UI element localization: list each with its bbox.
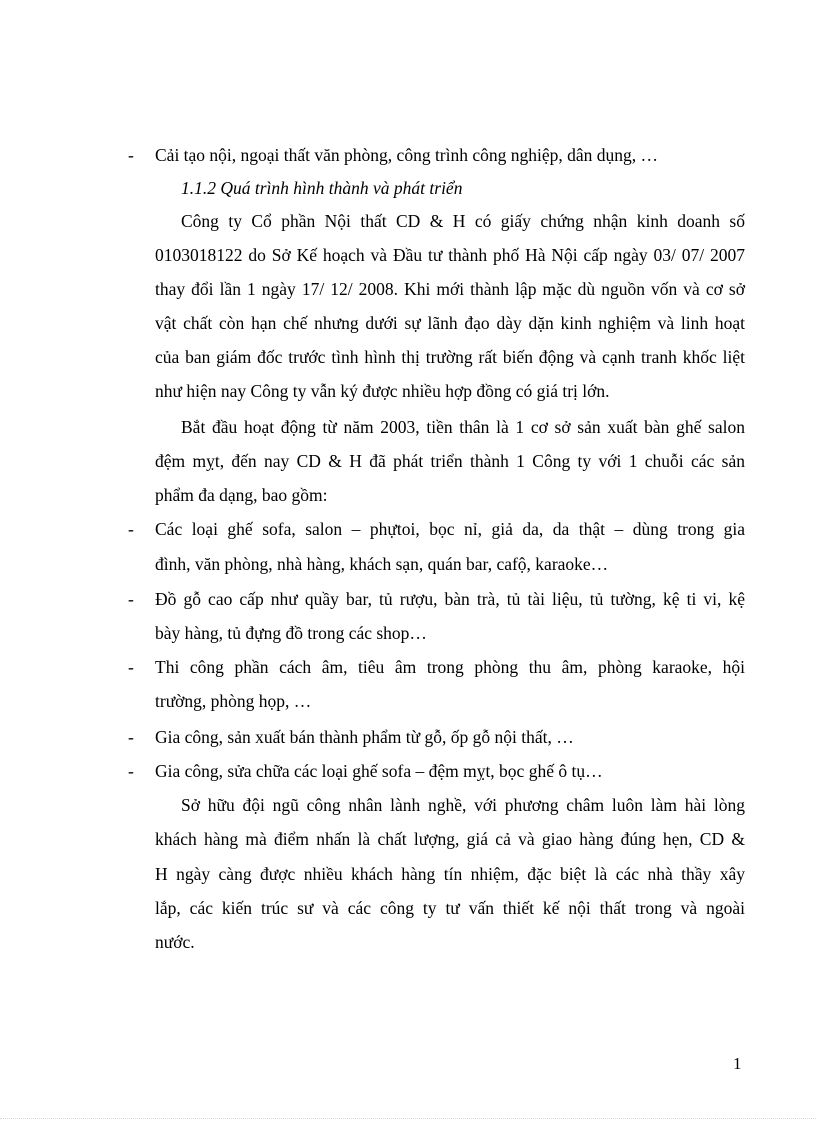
page-bottom-border [0,1118,816,1119]
bullet-text: trường, phòng họp, … [155,691,312,711]
bullet-text: Đồ gỗ cao cấp như quầy bar, tủ rượu, bàn trà, tủ tài liệu, tủ tường, kệ ti vi, kệ [155,589,745,609]
paragraph-line: như hiện nay Công ty vẫn ký được nhiều hợp đồng có giá trị lớn. [155,381,610,401]
bullet-text: Thi công phần cách âm, tiêu âm trong phòng thu âm, phòng karaoke, hội [155,657,745,677]
bullet-text: Cải tạo nội, ngoại thất văn phòng, công trình công nghiệp, dân dụng, … [155,145,659,165]
paragraph-line: khách hàng mà điểm nhấn là chất lượng, giá cả và giao hàng đúng hẹn, CD & [155,829,745,849]
bullet-marker: - [128,727,134,747]
paragraph-line: H ngày càng được nhiều khách hàng tín nhiệm, đặc biệt là các nhà thầy xây [155,864,745,884]
page-number: 1 [733,1054,742,1073]
paragraph-line: đệm mỵt, đến nay CD & H đã phát triển thành 1 Công ty với 1 chuỗi các sản [155,451,745,471]
paragraph-line: thay đổi lần 1 ngày 17/ 12/ 2008. Khi mới thành lập mặc dù nguồn vốn và cơ sở [155,279,745,299]
paragraph-line: phẩm đa dạng, bao gồm: [155,485,328,505]
paragraph-line: 0103018122 do Sở Kế hoạch và Đầu tư thành phố Hà Nội cấp ngày 03/ 07/ 2007 [155,245,745,265]
paragraph-line: Công ty Cổ phần Nội thất CD & H có giấy chứng nhận kinh doanh số [181,211,745,231]
paragraph-line: lắp, các kiến trúc sư và các công ty tư vấn thiết kế nội thất trong và ngoài [155,898,745,918]
bullet-marker: - [128,145,134,165]
paragraph-line: Bắt đầu hoạt động từ năm 2003, tiền thân là 1 cơ sở sản xuất bàn ghế salon [181,417,745,437]
bullet-text: Gia công, sản xuất bán thành phẩm từ gỗ, ốp gỗ nội thất, … [155,727,574,747]
bullet-text: Gia công, sửa chữa các loại ghế sofa – đệm mỵt, bọc ghế ô tụ… [155,761,603,781]
paragraph-line: Sở hữu đội ngũ công nhân lành nghề, với phương châm luôn làm hài lòng [181,795,745,815]
bullet-marker: - [128,657,134,677]
bullet-text: đình, văn phòng, nhà hàng, khách sạn, quán bar, cafộ, karaoke… [155,554,609,574]
paragraph-line: vật chất còn hạn chế nhưng dưới sự lãnh đạo dày dặn kinh nghiệm và linh hoạt [155,313,745,333]
bullet-marker: - [128,761,134,781]
bullet-marker: - [128,519,134,539]
bullet-text: bày hàng, tủ đựng đồ trong các shop… [155,623,427,643]
paragraph-line: nước. [155,932,195,952]
section-heading: 1.1.2 Quá trình hình thành và phát triển [181,178,463,198]
paragraph-line: của ban giám đốc trước tình hình thị trường rất biến động và cạnh tranh khốc liệt [155,347,745,367]
bullet-text: Các loại ghế sofa, salon – phựtoi, bọc nỉ, giả da, da thật – dùng trong gia [155,519,745,539]
bullet-marker: - [128,589,134,609]
